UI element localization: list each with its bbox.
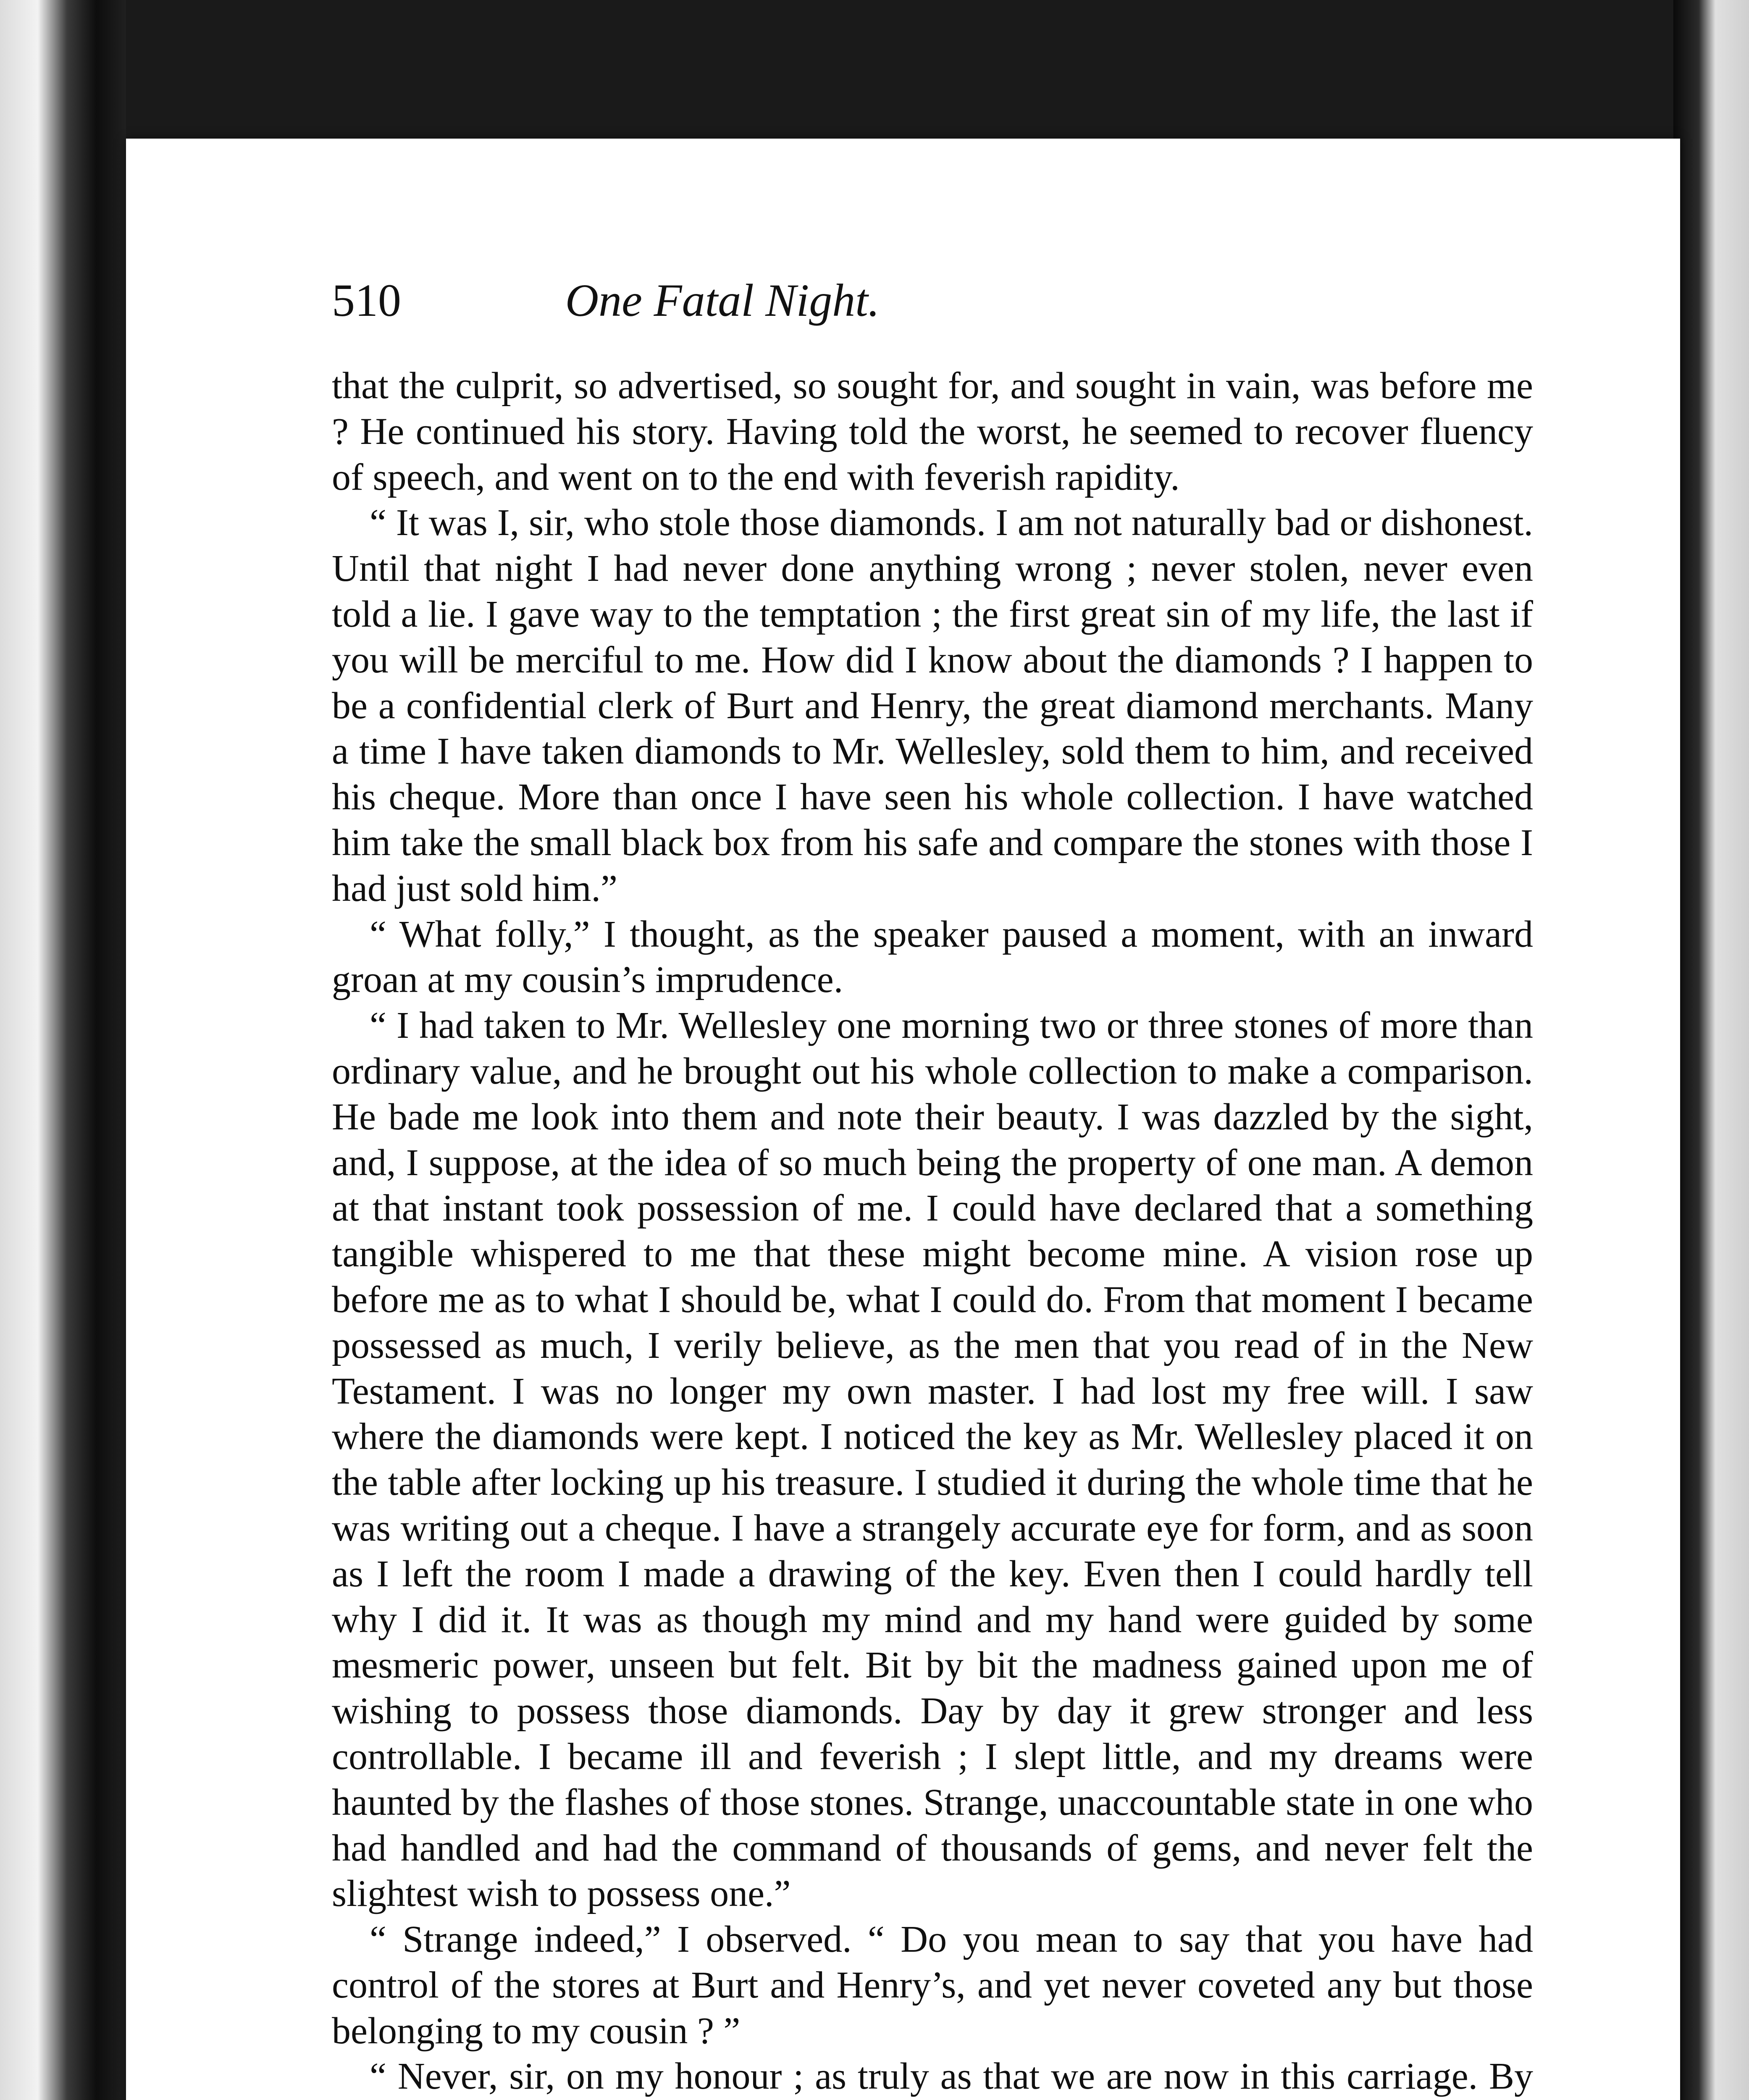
page-header [332,269,1113,332]
paragraph: “ Strange indeed,” I observed. “ Do you mean to say that you have had control of the stores at Burt and Henry’s, and yet never coveted any but those belonging to my cousin ? ” [332,1919,1533,2052]
book-binding-edge [0,0,126,2100]
page-right-edge [1673,0,1749,2100]
paragraph: “ What folly,” I thought, as the speaker paused a moment, with an inward groan at my cousin’s imprudence. [332,913,1533,1001]
paragraph: that the culprit, so advertised, so sought for, and sought in vain, was before me ? He continued his story. Having told the worst, he seemed to recover fluency of speech, and went on to the end with feverish rapidity. [332,365,1533,498]
paragraph: “ Never, sir, on my honour ; as truly as that we are now in this carriage. By [370,2055,1533,2097]
paragraph: “ I had taken to Mr. Wellesley one morning two or three stones of more than ordinary value, and he brought out his whole collection to make a comparison. He bade me look into them and note their beauty. I was dazzled by the sight, and, I suppose, at the idea of so much being the property of one man. A demon at that instant took possession of me. I could have declared that a something tangible whispered to me that these might become mine. A vision rose up before me as to what I should be, what I could do. From that moment I became possessed as much, I verily believe, as the men that you read of in the New Testament. I was no longer my own master. I had lost my free will. I saw where the diamonds were kept. I noticed the key as Mr. Wellesley placed it on the table after locking up his treasure. I studied it during the whole time that he was writing out a cheque. I have a strangely accurate eye for form, and as soon as I left the room I made a drawing of the key. Even then I could hardly tell why I did it. It was as though my mind and my hand were guided by some mesmeric power, unseen but felt. Bit by bit the madness gained upon me of wishing to possess those diamonds. Day by day it grew stronger and less controllable. I became ill and feverish ; I slept little, and my dreams were haunted by the flashes of those stones. Strange, unaccountable state in one who had handled and had the command of thousands of gems, and never felt the slightest wish to possess one.” [332,1005,1533,1915]
running-title: One Fatal Night. [565,275,880,326]
paragraph: “ It was I, sir, who stole those diamonds. I am not naturally bad or dishonest. Until that night I had never done anything wrong ; never stolen, never even told a lie. I gave way to the temptation ; the first great sin of my life, the last if you will be merciful to me. How did I know about the diamonds ? I happen to be a confidential clerk of Burt and Henry, the great diamond merchants. Many a time I have taken diamonds to Mr. Wellesley, sold them to him, and received his cheque. More than once I have seen his whole collection. I have watched him take the small black box from his safe and compare the stones with those I had just sold him.” [332,502,1533,909]
body-text [332,363,1533,2100]
page-number: 510 [332,275,401,326]
